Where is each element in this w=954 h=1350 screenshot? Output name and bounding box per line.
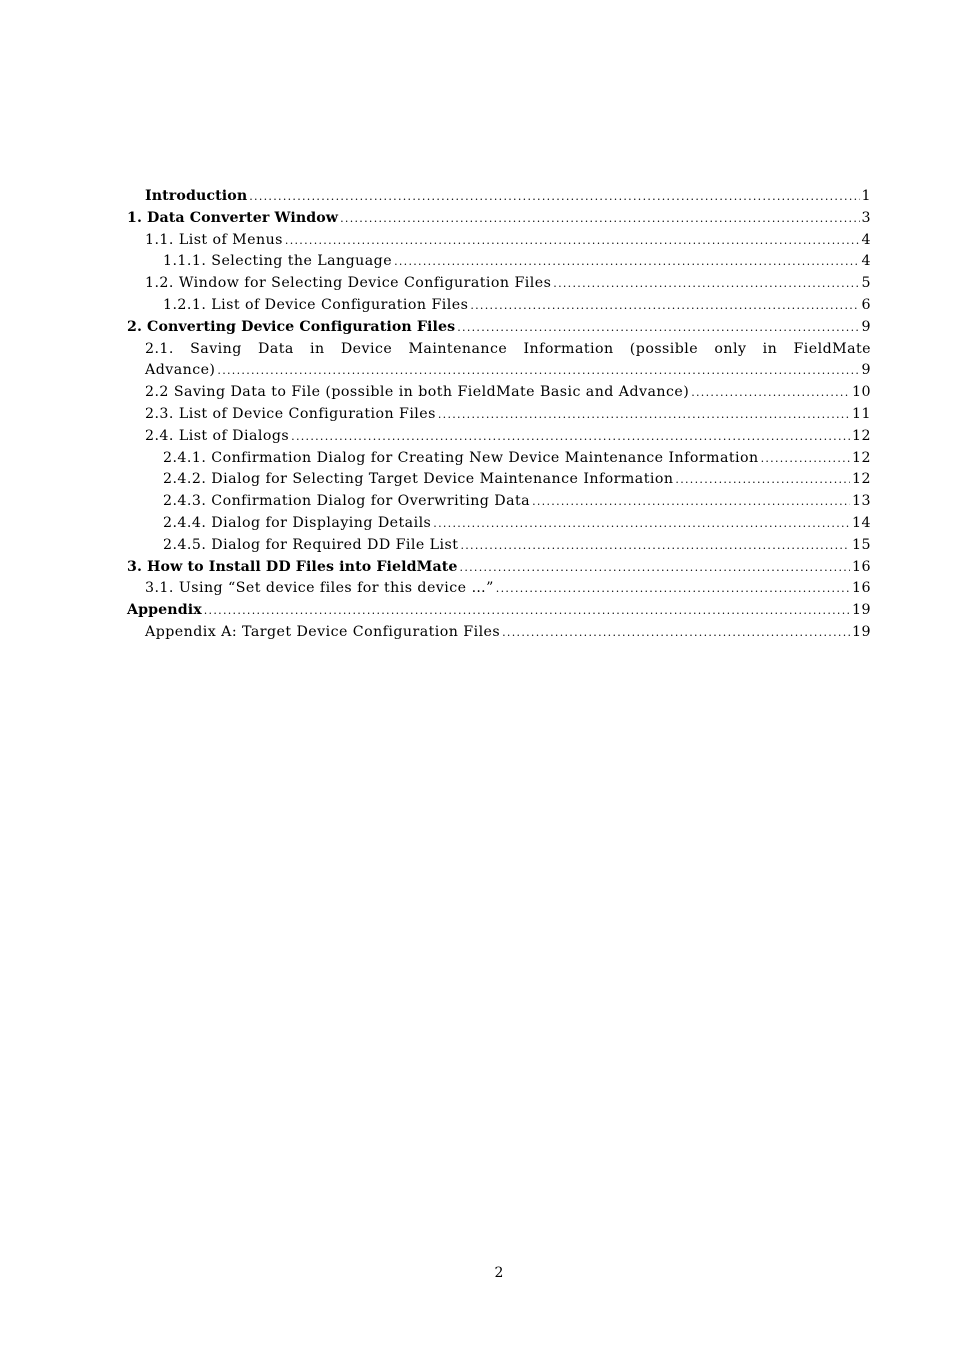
toc-entry-page: 9 bbox=[861, 318, 871, 335]
toc-entry-page: 11 bbox=[852, 405, 871, 422]
toc-entry[interactable] bbox=[127, 295, 871, 317]
toc-entry-title: 2.4. List of Dialogs bbox=[145, 427, 290, 444]
toc-entry-title: 1.2. Window for Selecting Device Configuration Files bbox=[145, 275, 552, 292]
toc-entry-page: 10 bbox=[852, 384, 871, 401]
toc-entry[interactable] bbox=[127, 600, 871, 622]
toc-entry[interactable] bbox=[127, 230, 871, 252]
toc-entry-page: 12 bbox=[852, 449, 871, 466]
toc-entry-line[interactable]: 2.1. Saving Data in Device Maintenance Information (possible only in FieldMate bbox=[145, 340, 871, 357]
toc-entry[interactable] bbox=[127, 317, 871, 339]
toc-entry-title: 2.4.2. Dialog for Selecting Target Device Maintenance Information bbox=[163, 471, 674, 488]
toc-leader-dots bbox=[675, 469, 850, 491]
toc-entry-title: 2.4.4. Dialog for Displaying Details bbox=[163, 514, 432, 531]
toc-entry-page: 4 bbox=[861, 253, 871, 270]
toc-entry-title: 2. Converting Device Configuration Files bbox=[127, 318, 456, 335]
toc-entry[interactable] bbox=[127, 622, 871, 644]
toc-leader-dots bbox=[394, 251, 859, 273]
toc-entry-title: Appendix A: Target Device Configuration Files bbox=[145, 623, 501, 640]
toc-entry-title: 1.1. List of Menus bbox=[145, 231, 283, 248]
toc-entry-title: 3. How to Install DD Files into FieldMate bbox=[127, 558, 458, 575]
toc-leader-dots bbox=[460, 557, 851, 579]
toc-leader-dots bbox=[532, 491, 850, 513]
toc-entry-page: 19 bbox=[852, 602, 871, 619]
toc-leader-dots bbox=[457, 317, 859, 339]
toc-entry-title: 1. Data Converter Window bbox=[127, 209, 339, 226]
toc-leader-dots bbox=[470, 295, 859, 317]
toc-entry-title: 2.4.1. Confirmation Dialog for Creating New Device Maintenance Information bbox=[163, 449, 759, 466]
toc-entry[interactable] bbox=[127, 186, 871, 208]
toc-entry[interactable] bbox=[127, 469, 871, 491]
toc-entry[interactable] bbox=[127, 578, 871, 600]
toc-entry-page: 1 bbox=[861, 188, 871, 204]
toc-leader-dots bbox=[249, 186, 859, 208]
toc-entry-page: 13 bbox=[852, 493, 871, 510]
toc-entry-title: Appendix bbox=[127, 602, 202, 619]
page-number: 2 bbox=[494, 1265, 504, 1281]
toc-entry-page: 19 bbox=[852, 623, 871, 640]
toc-entry-title: Introduction bbox=[145, 188, 248, 204]
toc-entry[interactable] bbox=[127, 208, 871, 230]
toc-entry[interactable] bbox=[127, 426, 871, 448]
toc-entry-page: 16 bbox=[852, 580, 871, 597]
toc-entry-title: 2.4.3. Confirmation Dialog for Overwriting Data bbox=[163, 493, 531, 510]
toc-entry-page: 16 bbox=[852, 558, 871, 575]
toc-entry[interactable] bbox=[127, 360, 871, 382]
toc-entry-title: 2.3. List of Device Configuration Files bbox=[145, 405, 436, 422]
toc-leader-dots bbox=[761, 448, 850, 470]
toc-entry[interactable] bbox=[127, 448, 871, 470]
toc-entry[interactable] bbox=[127, 557, 871, 579]
toc-leader-dots bbox=[340, 208, 859, 230]
toc-entry[interactable] bbox=[127, 404, 871, 426]
toc-entry[interactable] bbox=[127, 513, 871, 535]
toc-leader-dots bbox=[502, 622, 850, 644]
toc-entry-title: Advance) bbox=[145, 362, 216, 379]
toc-leader-dots bbox=[438, 404, 850, 426]
toc-entry-page: 5 bbox=[861, 275, 871, 292]
toc-entry-title: 2.4.5. Dialog for Required DD File List bbox=[163, 536, 459, 553]
toc-entry-page: 14 bbox=[852, 514, 871, 531]
toc-entry-page: 3 bbox=[861, 209, 871, 226]
table-of-contents bbox=[127, 186, 871, 644]
toc-leader-dots bbox=[691, 382, 850, 404]
toc-entry-page: 12 bbox=[852, 471, 871, 488]
toc-leader-dots bbox=[285, 230, 860, 252]
toc-entry[interactable] bbox=[127, 273, 871, 295]
toc-leader-dots bbox=[291, 426, 850, 448]
toc-leader-dots bbox=[460, 535, 850, 557]
toc-leader-dots bbox=[204, 600, 850, 622]
toc-entry[interactable] bbox=[127, 535, 871, 557]
toc-leader-dots bbox=[433, 513, 850, 535]
toc-entry[interactable] bbox=[127, 251, 871, 273]
toc-entry-page: 4 bbox=[861, 231, 871, 248]
toc-entry[interactable] bbox=[127, 382, 871, 404]
toc-leader-dots bbox=[496, 578, 850, 600]
toc-entry-page: 9 bbox=[861, 362, 871, 379]
toc-entry-page: 12 bbox=[852, 427, 871, 444]
toc-entry-page: 15 bbox=[852, 536, 871, 553]
toc-entry[interactable] bbox=[127, 491, 871, 513]
toc-entry-title: 1.2.1. List of Device Configuration Files bbox=[163, 296, 469, 313]
toc-leader-dots bbox=[553, 273, 859, 295]
toc-leader-dots bbox=[217, 360, 859, 382]
toc-entry-title: 3.1. Using “Set device files for this device …” bbox=[145, 580, 494, 597]
toc-entry-title: 2.2 Saving Data to File (possible in both FieldMate Basic and Advance) bbox=[145, 384, 690, 401]
toc-entry-page: 6 bbox=[861, 296, 871, 313]
toc-entry-title: 1.1.1. Selecting the Language bbox=[163, 253, 393, 270]
